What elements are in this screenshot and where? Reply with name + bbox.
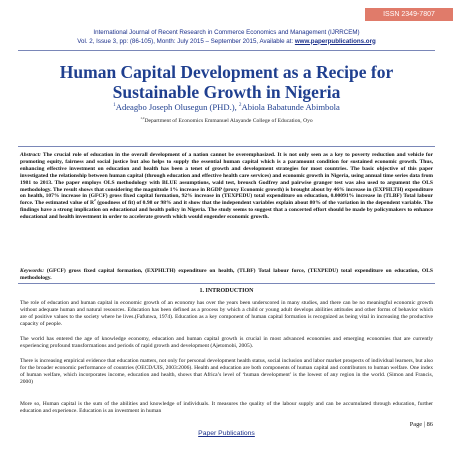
keywords [20,268,433,282]
body-paragraph-3: There is increasing empirical evidence that education matters, not only for personal development health status, social inclusion and labor market prospects of individual learners, but also for the broader economic performance of countries (OECD/UIS, 2003:2006). Health and education are both components of human capital and contributors to human welfare. One index of human welfare, which incorporates income, education and health, shows that Africa’s level of ‘human development’ is the lowest of any region in the world. (Simon and Francis, 2000) [20,358,433,385]
paper-title [0,62,453,102]
header-divider [18,50,435,51]
abstract-label: Abstract: [20,152,41,158]
paper-title-line1: Human Capital Development as a Recipe for [59,62,394,82]
journal-issue-text: Vol. 2, Issue 3, pp: (86-105), Month: July 2015 – September 2015, Available at: [77,37,294,45]
body-paragraph-4: More so, Human capital is the sum of the abilities and knowledge of individuals. It measures the quality of the labour supply and can be accumulated through education, further education and experience. Education is an investment in human [20,401,433,414]
keywords-label: Keywords: [20,268,45,274]
affiliation-text: Department of Economics Emmanuel Alayande College of Education, Oyo [144,118,313,124]
keywords-text: (GFCF) gross fixed capital formation, (EXPHLTH) expenditure on health, (TLBF) Total labour force, (TEXPEDU) total expenditure on education, OLS methodology. [20,268,433,281]
journal-url-link[interactable]: www.paperpublications.org [294,37,376,45]
issn-badge: ISSN 2349-7807 [365,8,453,21]
abstract [20,152,433,221]
page-number: Page | 86 [409,421,433,428]
body-paragraph-2: The world has entered the age of knowledge economy, education and human capital growth is crucial in most advanced economies and emerging economies that are currently experiencing profound transformations and periods of rapid growth and development (Ajetomobi, 2005). [20,336,433,349]
affiliation-marker: 1,2 [140,116,145,121]
abstract-text: The crucial role of education in the overall development of a nation cannot be overemphasized. It is not only seen as a key to poverty reduction and vehicle for promoting equity, fairness and social justice but also helps to supply the essential human capital which is a paramount condition for sustained economic growth. Thus, enhancing effective investment on education and health has been a tenet of growth and development strategies for most countries. The basic objective of this paper investigated the relationship between human capital (through education and effective health care services) and economic growth in Nigeria, using annual time series data from 1981 to 2013. The paper employs OLS methodology with BLUE assumptions, wald test, breusch Godfrey and pairwise granger test was also used to argument the OLS methodology. The result shows that considering the magnitude 1% increase in RGDP (proxy Economic growth) is brought about by 46% increase in (EXPHLTH) expenditure on health, 107% increase in (GFCF) gross fixed capital formation, 92% increase in (TEXPEDU) total expenditure on education, 0.00091% increase in (TLBF) Total labour force. The estimated value of R [20,152,433,207]
journal-header [0,29,453,46]
publisher-footer-link[interactable]: Paper Publications [198,430,255,437]
affiliation [0,118,453,125]
paper-title-line2: Sustainable Growth in Nigeria [112,82,341,102]
section-heading-introduction: 1. INTRODUCTION [199,288,254,294]
journal-issue-line [0,38,453,47]
abstract-text-continued: (goodness of fit) of 0.98 or 98% and it show that the independent variables explain about 80% of the variation in the dependent variable. The findings have a strong implication on educational and health policy in Nigeria. The study seems to suggest that a concerted effort should be made by policymakers to enhance educational and health investment in order to accelerate growth which would engender economic growth. [20,200,433,221]
abstract-top-divider [18,146,435,147]
author1-name: Adeagbo Joseph Olusegun (PHD.), [115,102,237,112]
r-squared-superscript: 2 [94,198,96,203]
authors [0,102,453,112]
journal-name: International Journal of Recent Research in Commerce Economics and Management (IJRRCEM) [93,29,360,36]
author2-name: Abiola Babatunde Abimbola [241,102,340,112]
author1-marker: 1 [113,102,116,109]
body-paragraph-1: The role of education and human capital in economic growth of an economy has over the years been underscored in many studies, and there can be no meaningful economic growth without adequate human and natural resources. Education has been defined as a process by which a child or young adult develops abilities attitudes and other forms of behavior which are of positive values to the society where he lives.(Fafunwa, 1974). Education as a key component of human capital formation is recognized as being vital in increasing the productive capacity of people. [20,300,433,327]
abstract-bottom-divider [18,283,435,284]
author2-marker: 2 [238,102,242,109]
